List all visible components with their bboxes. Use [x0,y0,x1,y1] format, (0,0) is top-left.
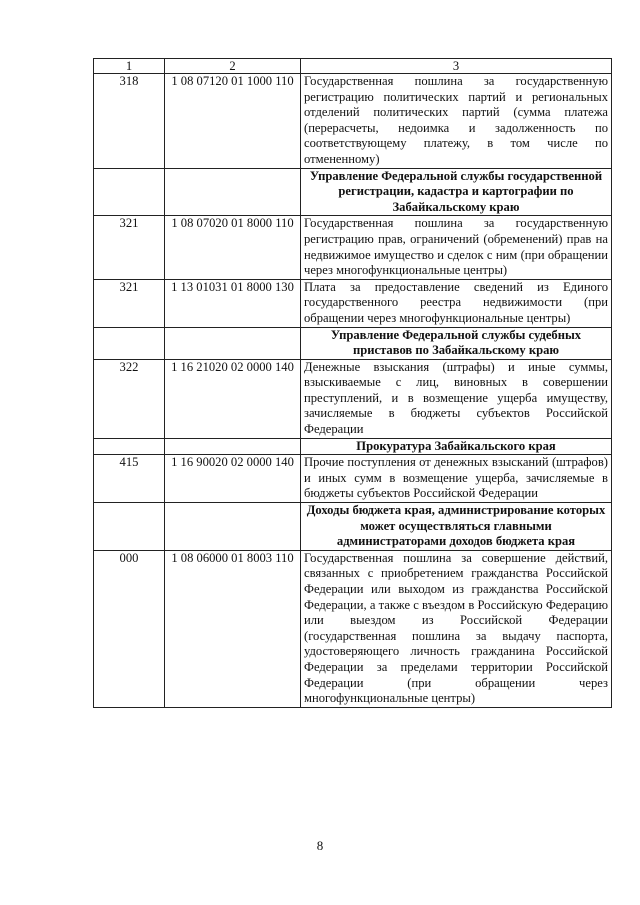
budget-code: 1 08 06000 01 8003 110 [165,550,301,707]
table-row [94,279,612,327]
empty-cell [165,168,301,216]
revenue-description: Государственная пошлина за государственную регистрацию прав, ограничений (обременений) прав на недвижимое имущество и сделок с ним (при обращении через многофункциональные центры) [301,216,612,279]
budget-code: 1 13 01031 01 8000 130 [165,279,301,327]
row-number: 415 [94,455,165,503]
row-number: 322 [94,359,165,438]
table-row [94,74,612,169]
table-row [94,359,612,438]
table-row [94,216,612,279]
header-col-2: 2 [165,59,301,74]
revenue-codes-table [93,58,612,708]
revenue-description: Денежные взыскания (штрафы) и иные суммы, взыскиваемые с лиц, виновных в совершении преступлений, и в возмещение ущерба имуществу, зачисляемые в бюджеты субъектов Российской Федерации [301,359,612,438]
row-number: 318 [94,74,165,169]
header-col-1: 1 [94,59,165,74]
table-row [94,550,612,707]
revenue-description: Плата за предоставление сведений из Единого государственного реестра недвижимости (при обращении через многофункциональные центры) [301,279,612,327]
revenue-description: Прочие поступления от денежных взысканий (штрафов) и иных сумм в возмещение ущерба, зачисляемые в бюджеты субъектов Российской Федерации [301,455,612,503]
budget-code: 1 16 90020 02 0000 140 [165,455,301,503]
empty-cell [94,438,165,455]
page-number: 8 [316,838,324,853]
empty-cell [94,327,165,359]
table-row [94,455,612,503]
section-row [94,438,612,455]
empty-cell [94,503,165,551]
section-row [94,503,612,551]
row-number: 321 [94,216,165,279]
row-number: 000 [94,550,165,707]
section-title: Управление Федеральной службы государственной регистрации, кадастра и картографии по Забайкальскому краю [301,168,612,216]
section-title: Прокуратура Забайкальского края [301,438,612,455]
header-col-3: 3 [301,59,612,74]
table-header-row [94,59,612,74]
budget-code: 1 08 07120 01 1000 110 [165,74,301,169]
empty-cell [165,503,301,551]
section-row [94,168,612,216]
empty-cell [165,327,301,359]
section-title: Доходы бюджета края, администрирование которых может осуществляться главными администраторами доходов бюджета края [301,503,612,551]
empty-cell [94,168,165,216]
revenue-description: Государственная пошлина за совершение действий, связанных с приобретением гражданства Российской Федерации или выходом из гражданства Российской Федерации, а также с въездом в Российскую Федерацию или выездом из Российской Федерации (государственная пошлина за выдачу паспорта, удостоверяющего личность гражданина Российской Федерации за пределами территории Российской Федерации (при обращении через многофункциональные центры) [301,550,612,707]
budget-code: 1 16 21020 02 0000 140 [165,359,301,438]
empty-cell [165,438,301,455]
section-row [94,327,612,359]
revenue-description: Государственная пошлина за государственную регистрацию политических партий и региональных отделений политических партий (сумма платежа (перерасчеты, недоимка и задолженность по соответствующему платежу, в том числе по отмененному) [301,74,612,169]
row-number: 321 [94,279,165,327]
section-title: Управление Федеральной службы судебных приставов по Забайкальскому краю [301,327,612,359]
budget-code: 1 08 07020 01 8000 110 [165,216,301,279]
